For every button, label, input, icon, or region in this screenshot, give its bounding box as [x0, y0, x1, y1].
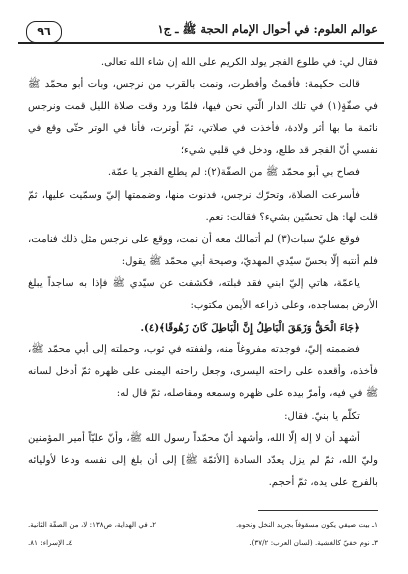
- header-rule: [18, 42, 384, 44]
- paragraph: فقال لي: في طلوع الفجر يولد الكريم على الله إن شاء الله تعالى.: [100, 57, 378, 68]
- paragraph: فأسرعت الصلاة، وتحرّك نرجس، فدنوت منها، وضممتها إليّ وسمّيت عليها، ثمّ قلت لها: هل تحسّين بشيء؟ فقالت: نعم.: [28, 189, 378, 223]
- paragraph: فضممته إليّ، فوجدته مفروغاً منه، ولففته في ثوب، وحملته إلى أبي محمّد ﷺ، فأخذه، وأقعده على راحته اليسرى، وجعل راحته اليمنى على ظهره ثمّ أدخل لسانه ﷺ في فيه، وأمرّ بيده على ظهره وسمعه ومفاصله، ثمّ قال له:: [28, 344, 378, 400]
- paragraph: فصاح بي أبو محمّد ﷺ من الصفّة(٢): لم يطلع الفجر يا عمّة.: [107, 167, 360, 179]
- paragraph: تكلّم يا بنيّ. فقال:: [284, 410, 360, 422]
- footnotes: [28, 516, 378, 552]
- footnote: ٢ـ في الهداية، ص١٣٨: لا، من الصفّة الثانية.: [28, 520, 157, 529]
- page-number: ٩٦: [26, 21, 62, 43]
- paragraph: أشهد أن لا إله إلّا الله، وأشهد أنّ محمّداً رسول الله ﷺ، وأنّ عليّاً أمير المؤمنين وليّ الله، ثمّ لم يزل يعدّد السادة [الأئمّة ﷺ] إلى أن بلغ إلى نفسه ودعا لأوليائه بالفرج على يده، ثمّ أحجم.: [28, 432, 378, 488]
- footnote-row: [28, 516, 378, 534]
- footnote: ٤ـ الإسراء: ٨١.: [28, 538, 73, 547]
- footnote-row: [28, 534, 378, 552]
- paragraph: قالت حكيمة: فأقمتُ وأفطرت، ونمت بالقرب من نرجس، وبات أبو محمّد ﷺ في صفّةٍ(١) في تلك الدار الّتي نحن فيها، فلمّا ورد وقت صلاة الليل قمت ونرجس نائمة ما بها أثر ولادة، فأخذت في صلاتي، ثمّ أوترت، فأنا في الوتر حتّى وقع في نفسي أنّ الفجر قد طلع، ودخل في قلبي شيء؛: [28, 79, 378, 157]
- footnote-rule: [258, 510, 378, 511]
- paragraph: ياعمّة، هاتي إليّ ابني فقد قبلته، فكشفت عن سيّدي ﷺ فإذا به ساجداً يبلغ الأرض بمساجده، وعلى ذراعه الأيمن مكتوب:: [28, 277, 378, 312]
- body-text: [28, 52, 378, 494]
- footnote: ٣ـ نوم خفيّ كالغشية. (لسان العرب: ٣٧/٢).: [249, 538, 378, 547]
- footnote: ١ـ بيت صيفي يكون مسقوفاً بجريد النخل ونحوه.: [236, 520, 378, 529]
- page-header: [18, 16, 384, 44]
- quran-verse: ﴿جَاءَ الْحَقُّ وَزَهَقَ الْبَاطِلُ إِنَّ الْبَاطِلَ كَانَ زَهُوقًا﴾(٤).: [140, 322, 360, 335]
- paragraph: فوقع عليّ سبات(٣) لم أتمالك معه أن نمت، ووقع على نرجس مثل ذلك فنامت، فلم أنتبه إلّا بحسّ سيّدي المهديّ، وصيحة أبي محمّد ﷺ يقول:: [28, 233, 378, 267]
- running-title: عوالم العلوم: في أحوال الإمام الحجة ﷺ ـ ج١: [157, 22, 378, 36]
